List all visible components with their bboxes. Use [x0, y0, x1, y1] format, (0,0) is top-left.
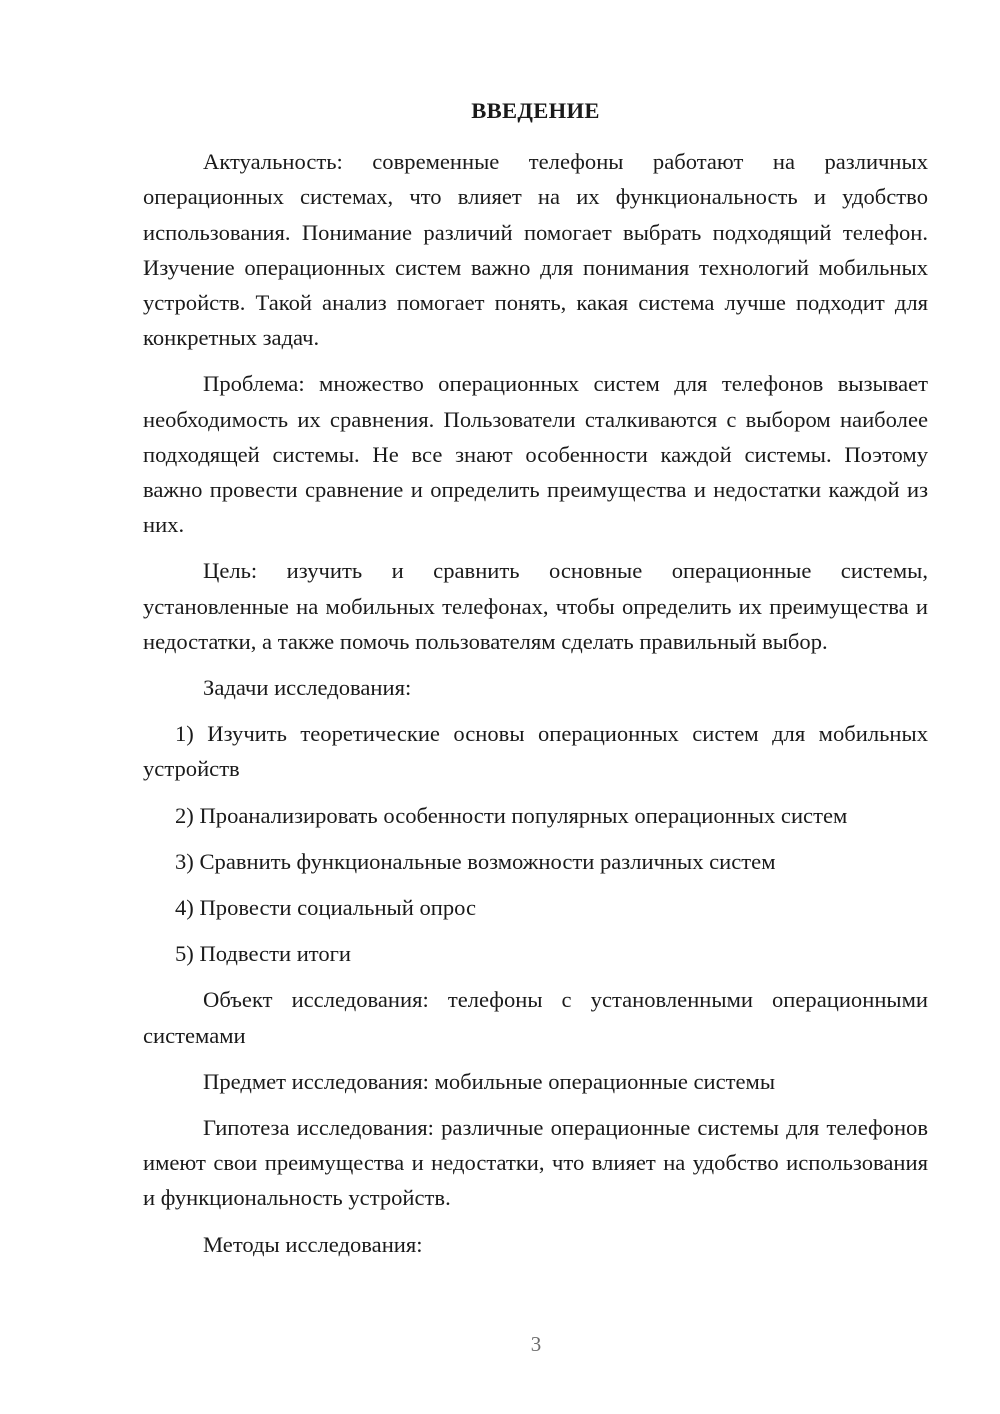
task-item-4: 4) Провести социальный опрос [175, 895, 477, 921]
problem-paragraph: Проблема: множество операционных систем для телефонов вызывает необходимость их сравнения. Пользователи сталкиваются с выбором наиболее подходящей системы. Не все знают особенности каждой системы. Поэтому важно провести сравнение и определить преимущества и недостатки каждой из них. [143, 371, 928, 538]
relevance-paragraph: Актуальность: современные телефоны работают на различных операционных системах, что влияет на их функциональность и удобство использования. Понимание различий помогает выбрать подходящий телефон. Изучение операционных систем важно для понимания технологий мобильных устройств. Такой анализ помогает понять, какая система лучше подходит для конкретных задач. [143, 149, 928, 351]
hypothesis-paragraph: Гипотеза исследования: различные операционные системы для телефонов имеют свои преимущества и недостатки, что влияет на удобство использования и функциональность устройств. [143, 1115, 928, 1211]
task-item-1: 1) Изучить теоретические основы операционных систем для мобильных устройств [143, 721, 928, 782]
methods-heading: Методы исследования: [203, 1231, 423, 1257]
subject-paragraph: Предмет исследования: мобильные операционные системы [203, 1068, 776, 1094]
object-paragraph: Объект исследования: телефоны с установленными операционными системами [143, 987, 928, 1048]
tasks-heading: Задачи исследования: [203, 675, 412, 701]
task-item-5: 5) Подвести итоги [175, 941, 352, 967]
task-item-3: 3) Сравнить функциональные возможности различных систем [175, 848, 776, 874]
page-content [143, 93, 928, 1273]
goal-paragraph: Цель: изучить и сравнить основные операционные системы, установленные на мобильных телефонах, чтобы определить их преимущества и недостатки, а также помочь пользователям сделать правильный выбор. [143, 558, 928, 654]
section-title: ВВЕДЕНИЕ [471, 98, 600, 123]
page-number: 3 [530, 1332, 542, 1356]
task-item-2: 2) Проанализировать особенности популярных операционных систем [175, 802, 848, 828]
